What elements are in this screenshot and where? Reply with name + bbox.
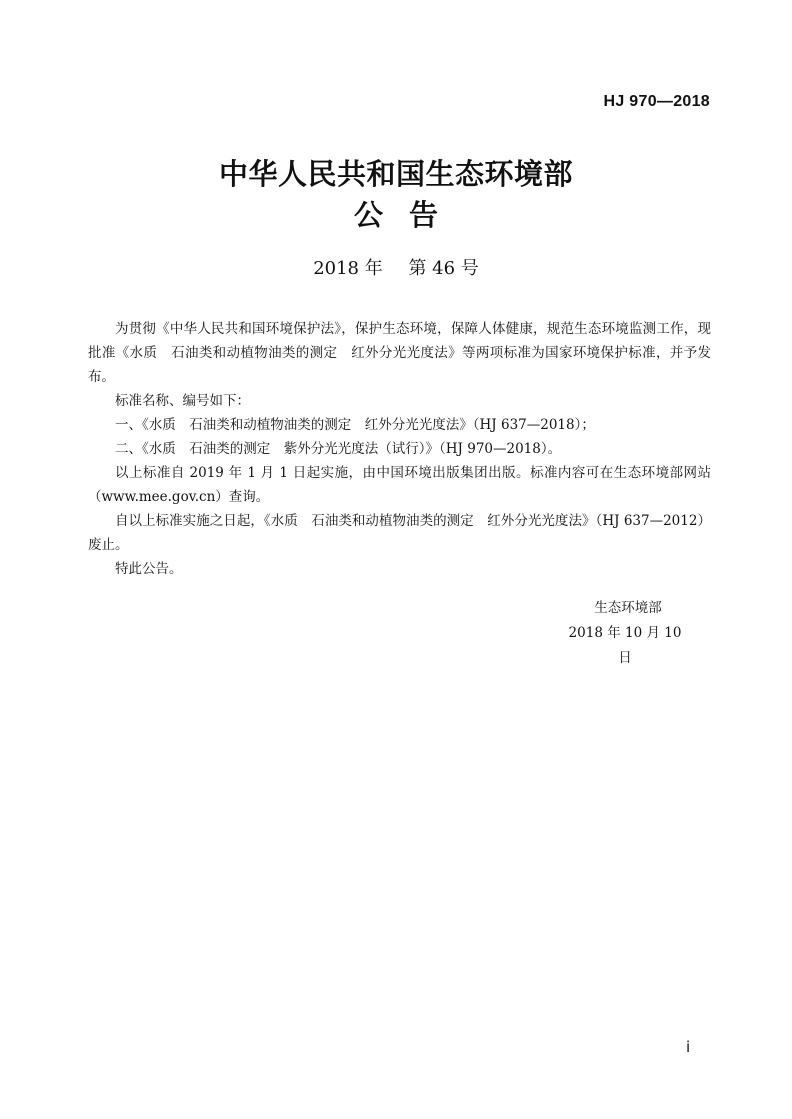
paragraph-closing: 特此公告。 <box>115 561 183 577</box>
paragraph-implementation: 以上标准自 2019 年 1 月 1 日起实施，由中国环境出版集团出版。标准内容可在生态环境部网站（www.mee.gov.cn）查询。 <box>88 465 711 505</box>
paragraph-intro: 为贯彻《中华人民共和国环境保护法》，保护生态环境，保障人体健康，规范生态环境监测工作，现批准《水质 石油类和动植物油类的测定 红外分光光度法》等两项标准为国家环境保护标准，并予发布。 <box>88 321 711 385</box>
page-number: i <box>686 1038 691 1056</box>
standard-code: HJ 970—2018 <box>603 93 710 110</box>
issue-number: 第 46 号 <box>408 258 479 279</box>
ministry-title: 中华人民共和国生态环境部 <box>218 157 573 191</box>
list-item-standard-1: 一、《水质 石油类和动植物油类的测定 红外分光光度法》（HJ 637—2018）； <box>115 417 595 433</box>
signature-organization: 生态环境部 <box>594 600 662 616</box>
signature-block <box>560 596 690 671</box>
paragraph-standard-list-heading: 标准名称、编号如下： <box>115 393 250 409</box>
notice-title: 公告 <box>353 198 464 232</box>
issue-line <box>0 254 792 280</box>
list-item-standard-2: 二、《水质 石油类的测定 紫外分光光度法（试行）》（HJ 970—2018）。 <box>115 441 562 457</box>
notice-body <box>88 317 711 581</box>
paragraph-repeal: 自以上标准实施之日起，《水质 石油类和动植物油类的测定 红外分光光度法》（HJ 637—2012）废止。 <box>88 513 711 553</box>
issue-year: 2018 年 <box>313 258 383 279</box>
signature-date: 2018 年 10 月 10 日 <box>568 625 682 666</box>
